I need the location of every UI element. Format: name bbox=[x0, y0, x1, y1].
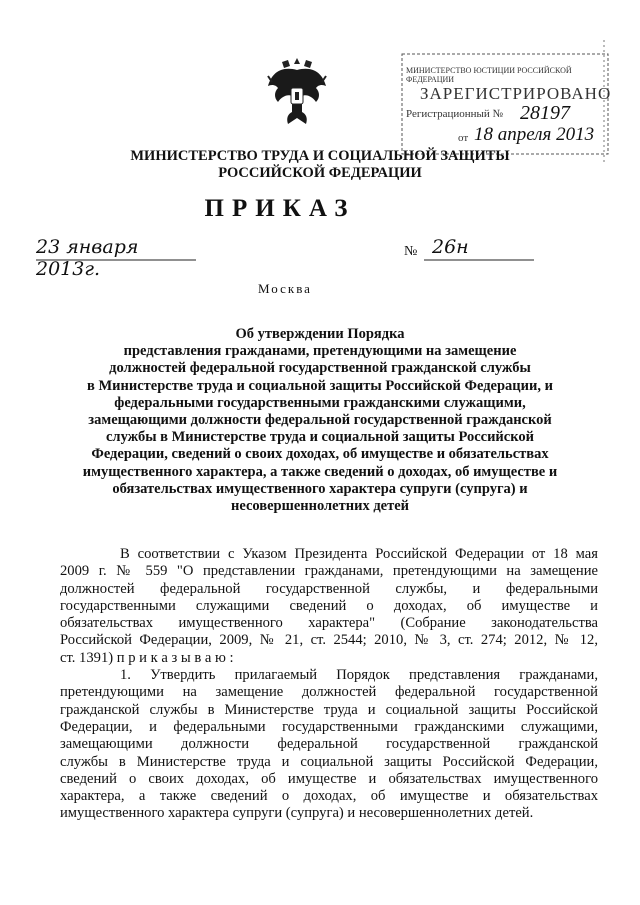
title-line: замещающими должности федеральной государственной гражданской bbox=[88, 412, 552, 429]
title-line: имущественного характера, а также сведений о доходах, об имуществе и bbox=[82, 463, 558, 480]
date-underline bbox=[36, 258, 196, 262]
ministry-line-2: РОССИЙСКОЙ ФЕДЕРАЦИИ bbox=[218, 165, 422, 181]
body-line: обязательствах имущественного характера" (Собрание законодательства bbox=[60, 615, 598, 632]
order-date bbox=[36, 236, 196, 280]
city: Москва bbox=[258, 281, 312, 296]
body-line: должностей федеральной государственной службы, и федеральными bbox=[60, 580, 598, 597]
body-line: претендующими на замещение должностей федеральной государственной bbox=[60, 684, 598, 701]
body-line: гражданской службы в Министерстве труда и социальной защиты Российской bbox=[60, 701, 598, 718]
stamp-date-label: от bbox=[458, 132, 469, 144]
body-line: замещающими должности федеральной государственной гражданской bbox=[60, 736, 598, 753]
stamp-date-value: 18 апреля 2013 bbox=[474, 124, 595, 145]
document-type: ПРИКАЗ bbox=[204, 195, 356, 222]
title-line: обязательствах имущественного характера супруги (супруга) и bbox=[112, 480, 528, 497]
order-date-handwritten: 23 января 2013г. bbox=[36, 236, 139, 280]
body-line: 1. Утвердить прилагаемый Порядок представления гражданами, bbox=[120, 667, 598, 684]
stamp-registered-line: ЗАРЕГИСТРИРОВАНО bbox=[420, 84, 612, 103]
number-sign: № bbox=[404, 244, 418, 259]
registration-stamp bbox=[398, 40, 612, 164]
stamp-ministry-line: МИНИСТЕРСТВО ЮСТИЦИИ РОССИЙСКОЙ ФЕДЕРАЦИИ bbox=[406, 66, 572, 84]
body-line: имущественного характера супруги (супруга) и несовершеннолетних детей. bbox=[60, 805, 534, 822]
ministry-name bbox=[0, 148, 640, 182]
body-line: характера, а также сведений о доходах, об имуществе и обязательствах bbox=[60, 788, 598, 805]
title-line: Об утверждении Порядка bbox=[235, 326, 405, 342]
coat-of-arms-icon bbox=[262, 52, 332, 132]
title-line: федеральными государственными гражданскими служащими, bbox=[114, 394, 526, 411]
stamp-reg-number: 28197 bbox=[520, 102, 570, 124]
body-line: ст. 1391) п р и к а з ы в а ю : bbox=[60, 649, 234, 666]
body-line: 2009 г. № 559 "О представлении гражданами, претендующими на замещение bbox=[60, 563, 598, 580]
title-line: в Министерстве труда и социальной защиты Российской Федерации, и bbox=[87, 377, 553, 394]
title-line: несовершеннолетних детей bbox=[230, 498, 410, 515]
ministry-line-1: МИНИСТЕРСТВО ТРУДА И СОЦИАЛЬНОЙ ЗАЩИТЫ bbox=[130, 148, 510, 164]
number-underline bbox=[424, 258, 534, 262]
title-line: Федерации, сведений о своих доходах, об имуществе и обязательствах bbox=[91, 446, 549, 463]
body-line: Российской Федерации, 2009, № 21, ст. 2544; 2010, № 3, ст. 274; 2012, № 12, bbox=[60, 632, 598, 649]
order-number bbox=[424, 236, 534, 262]
order-title bbox=[60, 326, 580, 515]
body-line: Федерации, и федеральными государственными гражданскими служащими, bbox=[60, 718, 598, 735]
body-line: службы в Министерстве труда и социальной защиты Российской Федерации, bbox=[60, 753, 598, 770]
body-line: В соответствии с Указом Президента Российской Федерации от 18 мая bbox=[120, 546, 598, 562]
order-number-handwritten: 26н bbox=[432, 236, 469, 258]
body-line: сведений о своих доходах, об имуществе и обязательствах имущественного bbox=[60, 770, 598, 787]
order-body bbox=[60, 546, 598, 823]
title-line: должностей федеральной государственной гражданской службы bbox=[109, 360, 531, 377]
body-line: государственными служащими сведений о доходах, об имуществе и bbox=[60, 597, 598, 614]
stamp-reg-label: Регистрационный № bbox=[406, 108, 504, 120]
title-line: представления гражданами, претендующими на замещение bbox=[123, 343, 517, 360]
title-line: службы в Министерстве труда и социальной защиты Российской bbox=[106, 429, 534, 446]
